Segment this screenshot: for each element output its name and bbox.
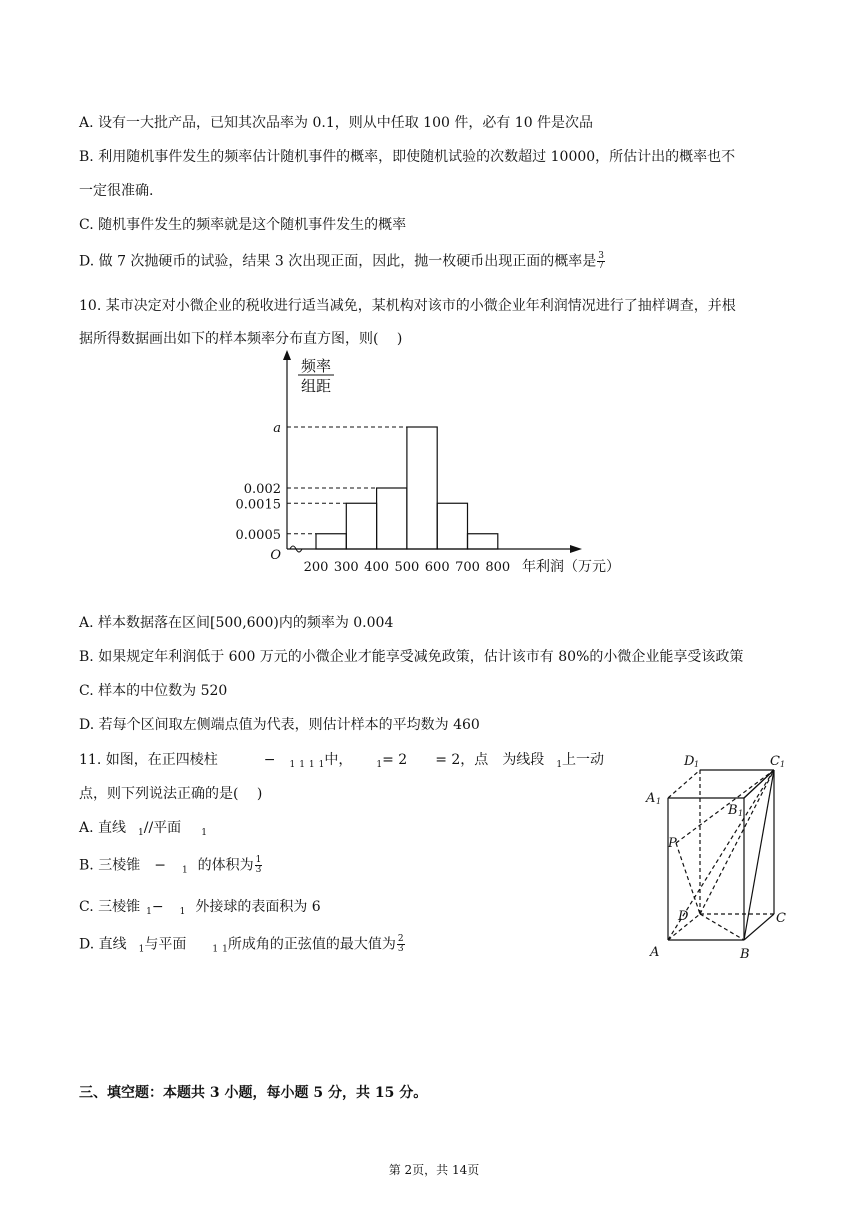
prism-figure xyxy=(642,748,792,963)
x-tick-label-200: 200 xyxy=(303,560,329,575)
histogram-bar-300 xyxy=(346,503,376,549)
svg-text:1: 1 xyxy=(694,760,700,769)
y-label-bottom: 组距 xyxy=(300,377,332,395)
q11-option-c: C. 三棱锥 $_1$− $_1$ 外接球的表面积为 6 xyxy=(79,899,321,917)
q9-option-d-text: D. 做 7 次抛硬币的试验，结果 3 次出现正面，因此，抛一枚硬币出现正面的概率是 xyxy=(79,253,597,270)
q11-option-d: D. 直线 $_1$与平面 $_1$ $_1$所成角的正弦值的最大值为 $\frac{2}{3}$ xyxy=(79,934,404,955)
page-footer: 第 2页，共 14页 xyxy=(388,1163,480,1177)
x-tick-label-500: 500 xyxy=(394,560,420,575)
histogram-bar-200 xyxy=(316,534,346,549)
y-axis-arrow xyxy=(283,350,291,360)
label-b: B xyxy=(740,947,750,962)
svg-text:1: 1 xyxy=(738,809,744,818)
y-tick-label-3: a xyxy=(273,421,281,436)
q9-option-a: A. 设有一大批产品，已知其次品率为 0.1，则从中任取 100 件，必有 10 件是次品 xyxy=(79,115,594,131)
y-label-top: 频率 xyxy=(300,357,332,375)
q9-option-c: C. 随机事件发生的频率就是这个随机事件发生的概率 xyxy=(79,217,407,233)
q11-option-a: A. 直线 $_1$//平面 $_1$ xyxy=(79,820,207,838)
y-tick-label-1: 0.0015 xyxy=(235,497,281,513)
x-tick-label-800: 800 xyxy=(485,560,511,575)
histogram-bar-400 xyxy=(377,488,407,549)
q10-stem-line2: 据所得数据画出如下的样本频率分布直方图，则( ) xyxy=(79,331,403,347)
label-b1: B xyxy=(728,803,738,818)
q11-option-b: B. 三棱锥 − $_1$ 的体积为 $\frac{1}{3}$ xyxy=(79,855,262,876)
q9-option-d xyxy=(79,252,605,271)
x-tick-label-700: 700 xyxy=(455,560,480,575)
x-axis-arrow xyxy=(570,545,582,553)
q9-option-d-fraction: $\frac{3}{7}$ xyxy=(598,251,604,271)
q10-option-b: B. 如果规定年利润低于 600 万元的小微企业才能享受减免政策，估计该市有 80%的小微企业能享受该政策 xyxy=(79,649,744,665)
q11-option-b-fraction: $\frac{1}{3}$ xyxy=(255,855,262,875)
x-axis-label: 年利润（万元） xyxy=(522,559,620,575)
q10-option-a: A. 样本数据落在区间[500,600)内的频率为 0.004 xyxy=(79,615,394,631)
histogram-bar-500 xyxy=(407,427,437,549)
svg-text:1: 1 xyxy=(656,797,662,806)
histogram-bar-600 xyxy=(437,503,467,549)
q9-option-b-line2: 一定很准确. xyxy=(79,183,154,199)
y-tick-label-0: 0.0005 xyxy=(235,527,281,543)
q11-stem-line2: 点，则下列说法正确的是( ) xyxy=(79,786,263,802)
x-tick-label-600: 600 xyxy=(424,560,450,575)
label-a1: A xyxy=(646,791,656,806)
histogram-bar-700 xyxy=(468,534,498,549)
label-a: A xyxy=(650,945,660,960)
q11-option-d-fraction: $\frac{2}{3}$ xyxy=(397,934,404,954)
label-d: D xyxy=(678,909,689,924)
histogram-chart xyxy=(0,350,868,610)
label-c: C xyxy=(776,911,786,926)
label-d1: D xyxy=(684,754,695,769)
q10-option-c: C. 样本的中位数为 520 xyxy=(79,683,228,699)
q10-stem-line1: 10. 某市决定对小微企业的税收进行适当减免，某机构对该市的小微企业年利润情况进行了抽样调查，并根 xyxy=(79,298,736,314)
q10-option-d: D. 若每个区间取左侧端点值为代表，则估计样本的平均数为 460 xyxy=(79,717,480,733)
origin-label: O xyxy=(270,548,281,563)
svg-text:1: 1 xyxy=(780,760,786,769)
x-tick-label-300: 300 xyxy=(333,560,359,575)
x-tick-label-400: 400 xyxy=(364,560,390,575)
y-tick-label-2: 0.002 xyxy=(243,482,281,497)
q11-stem-line1: 11. 如图，在正四棱柱 − $_1$ $_1$ $_1$ $_1$中， $_1$= 2 = 2，点 为线段 $_1$上一动 xyxy=(79,752,605,770)
q9-option-b-line1: B. 利用随机事件发生的频率估计随机事件的概率，即使随机试验的次数超过 10000，所估计出的概率也不 xyxy=(79,149,736,165)
label-p: P xyxy=(668,836,677,851)
label-c1: C xyxy=(770,754,780,769)
section-3-heading: 三、填空题：本题共 3 小题，每小题 5 分，共 15 分。 xyxy=(79,1085,428,1101)
